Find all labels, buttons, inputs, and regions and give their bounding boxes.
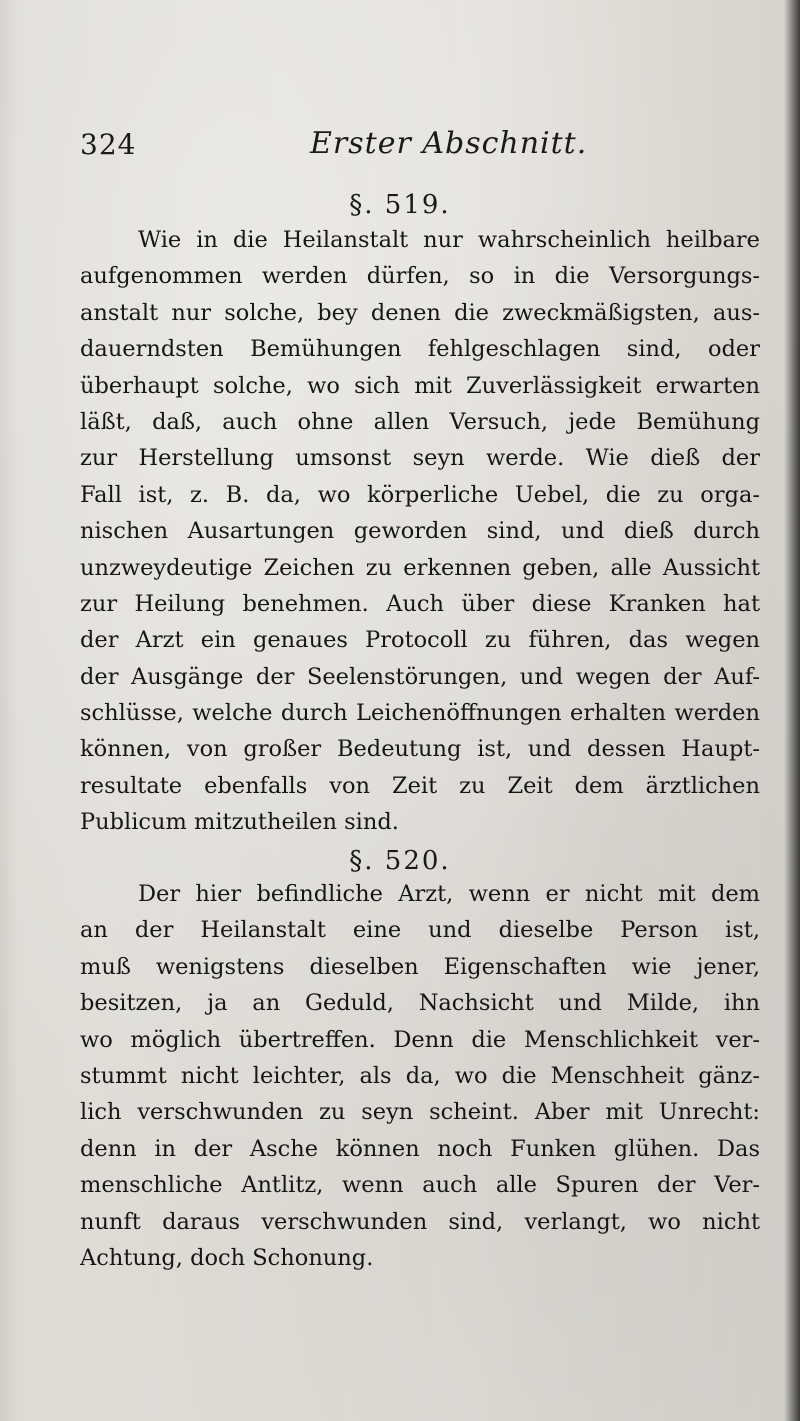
text-line: wo möglich übertreffen. Denn die Menschlichkeit ver-	[80, 1026, 760, 1053]
text-line: können, von großer Bedeutung ist, und dessen Haupt-	[80, 736, 760, 763]
text-line: Wie in die Heilanstalt nur wahrscheinlich heilbare	[138, 227, 760, 253]
text-line: der Arzt ein genaues Protocoll zu führen, das wegen	[80, 627, 760, 654]
text-line: stummt nicht leichter, als da, wo die Menschheit gänz-	[80, 1062, 760, 1089]
text-line: nunft daraus verschwunden sind, verlangt, wo nicht	[80, 1208, 760, 1235]
text-line: Publicum mitzutheilen sind.	[80, 809, 399, 836]
text-line: menschliche Antlitz, wenn auch alle Spuren der Ver-	[80, 1172, 760, 1199]
text-line: Fall ist, z. B. da, wo körperliche Uebel, die zu orga-	[80, 481, 760, 508]
text-line: resultate ebenfalls von Zeit zu Zeit dem ärztlichen	[80, 772, 760, 799]
paragraph-519	[80, 222, 760, 841]
page-header	[80, 122, 760, 166]
text-line: zur Heilung benehmen. Auch über diese Kranken hat	[80, 590, 760, 617]
text-line: läßt, daß, auch ohne allen Versuch, jede Bemühung	[80, 408, 760, 435]
text-line: lich verschwunden zu seyn scheint. Aber mit Unrecht:	[80, 1099, 760, 1126]
text-line: denn in der Asche können noch Funken glühen. Das	[80, 1135, 760, 1162]
text-line: muß wenigstens dieselben Eigenschaften wie jener,	[80, 953, 760, 980]
text-line: dauerndsten Bemühungen fehlgeschlagen sind, oder	[80, 336, 760, 363]
text-line: an der Heilanstalt eine und dieselbe Person ist,	[80, 917, 760, 944]
text-line: zur Herstellung umsonst seyn werde. Wie dieß der	[80, 445, 760, 472]
text-line: schlüsse, welche durch Leichenöffnungen erhalten werden	[80, 700, 760, 727]
text-line: aufgenommen werden dürfen, so in die Versorgungs-	[80, 263, 760, 290]
section-heading-520: §. 520.	[349, 846, 451, 876]
text-line: besitzen, ja an Geduld, Nachsicht und Milde, ihn	[80, 990, 760, 1017]
text-line: nischen Ausartungen geworden sind, und dieß durch	[80, 518, 760, 545]
page-number: 324	[80, 128, 137, 161]
text-line: anstalt nur solche, bey denen die zweckmäßigsten, aus-	[80, 299, 760, 326]
text-line: der Ausgänge der Seelenstörungen, und wegen der Auf-	[80, 663, 760, 690]
paragraph-520	[80, 876, 760, 1276]
text-line: überhaupt solche, wo sich mit Zuverlässigkeit erwarten	[80, 372, 760, 399]
text-line: Der hier befindliche Arzt, wenn er nicht mit dem	[138, 881, 760, 907]
running-head: Erster Abschnitt.	[310, 126, 588, 161]
text-line: Achtung, doch Schonung.	[80, 1244, 374, 1271]
section-heading-519: §. 519.	[349, 190, 451, 220]
text-line: unzweydeutige Zeichen zu erkennen geben, alle Aussicht	[80, 554, 760, 581]
